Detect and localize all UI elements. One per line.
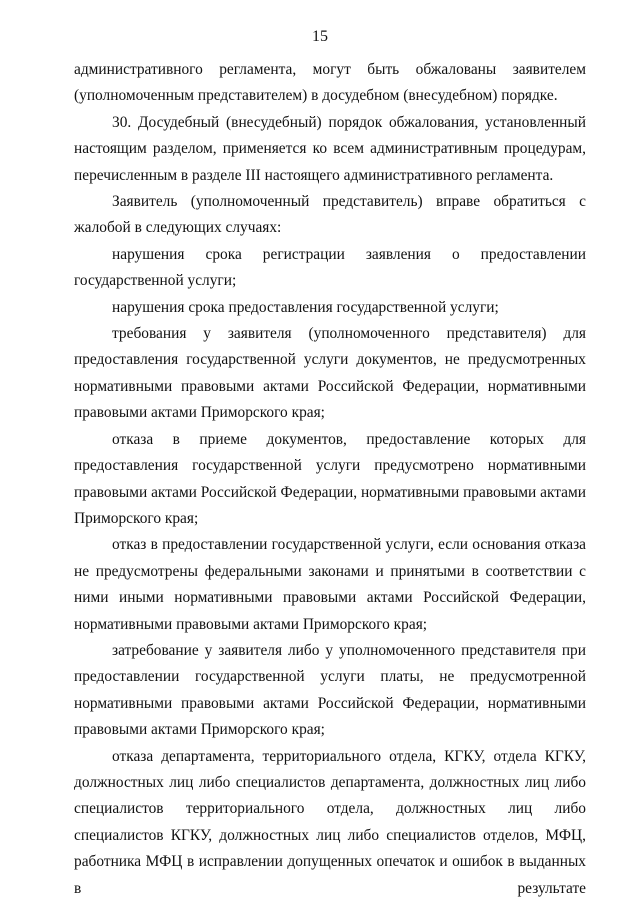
paragraph: требования у заявителя (уполномоченного представителя) для предоставления государственной услуги документов, не предусмотренных нормативными правовыми актами Российской Федерации, нормативными правовыми актами Приморского края;	[74, 325, 586, 422]
paragraph: нарушения срока регистрации заявления о предоставлении государственной услуги;	[74, 245, 586, 290]
paragraph: отказа департамента, территориального отдела, КГКУ, отдела КГКУ, должностных лиц либо специалистов департамента, должностных лиц либо специалистов территориального отдела, должностных лиц либо специалистов КГКУ, должностных лиц либо специалистов отделов, МФЦ, работника МФЦ в исправлении допущенных опечаток и ошибок в выданных в результате	[74, 747, 586, 897]
paragraph: Заявитель (уполномоченный представитель) вправе обратиться с жалобой в следующих случаях:	[74, 193, 586, 237]
paragraph: отказа в приеме документов, предоставление которых для предоставления государственной услуги предусмотрено нормативными правовыми актами Российской Федерации, нормативными правовыми актами Приморского края;	[74, 430, 586, 527]
paragraph: отказ в предоставлении государственной услуги, если основания отказа не предусмотрены федеральными законами и принятыми в соответствии с ними иными нормативными правовыми актами Российской Федерации, нормативными правовыми актами Приморского края;	[74, 536, 586, 633]
page-number: 15	[312, 28, 328, 45]
paragraph: нарушения срока предоставления государственной услуги;	[112, 298, 499, 316]
paragraph: 30. Досудебный (внесудебный) порядок обжалования, установленный настоящим разделом, применяется ко всем административным процедурам, перечисленным в разделе III настоящего административного регламента.	[74, 113, 586, 184]
document-body	[74, 57, 586, 902]
paragraph: административного регламента, могут быть обжалованы заявителем (уполномоченным представителем) в досудебном (внесудебном) порядке.	[74, 61, 586, 105]
paragraph: затребование у заявителя либо у уполномоченного представителя при предоставлении государственной услуги платы, не предусмотренной нормативными правовыми актами Российской Федерации, нормативными правовыми актами Приморского края;	[74, 641, 586, 739]
